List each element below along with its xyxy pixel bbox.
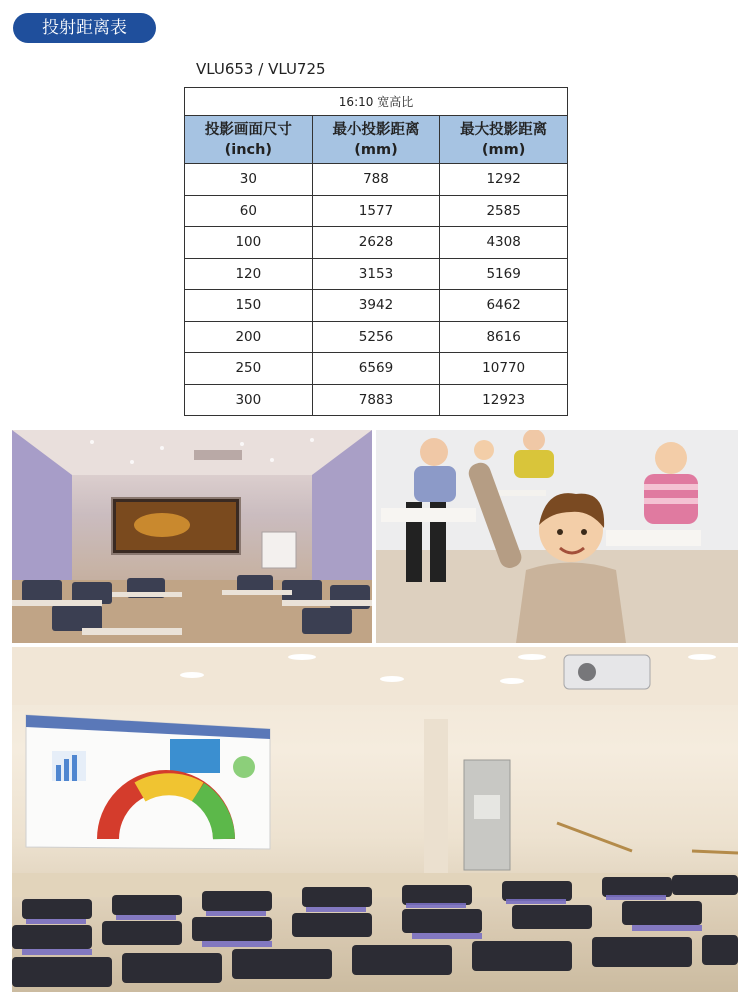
lecture-hall-photo [12, 647, 738, 992]
table-row [185, 258, 568, 290]
header-min-distance-unit: (mm) [354, 141, 398, 158]
cell-min: 788 [312, 164, 440, 196]
section-title-badge: 投射距离表 [13, 13, 156, 43]
table-header-row [185, 116, 568, 164]
header-screen-size-unit: (inch) [224, 141, 273, 158]
table-row [185, 290, 568, 322]
conference-room-photo [12, 430, 372, 643]
cell-min: 5256 [312, 321, 440, 353]
cell-size: 300 [185, 384, 313, 416]
header-max-distance-unit: (mm) [481, 141, 526, 158]
cell-max: 1292 [440, 164, 568, 196]
header-max-distance [440, 116, 568, 164]
header-min-distance-label: 最小投影距离 [332, 121, 420, 138]
ceiling-projector [564, 655, 650, 689]
cell-min: 1577 [312, 195, 440, 227]
cell-max: 2585 [440, 195, 568, 227]
cell-size: 120 [185, 258, 313, 290]
cell-max: 6462 [440, 290, 568, 322]
cell-size: 250 [185, 353, 313, 385]
aspect-ratio-row [185, 88, 568, 116]
table-row [185, 353, 568, 385]
lecture-hall-illustration [12, 647, 738, 992]
header-screen-size-label: 投影画面尺寸 [204, 121, 292, 138]
cell-max: 5169 [440, 258, 568, 290]
throw-distance-table [184, 87, 568, 416]
cell-max: 4308 [440, 227, 568, 259]
cell-max: 8616 [440, 321, 568, 353]
classroom-children-illustration [376, 430, 738, 643]
model-title: VLU653 / VLU725 [196, 60, 326, 78]
table-row [185, 164, 568, 196]
cell-size: 150 [185, 290, 313, 322]
header-max-distance-label: 最大投影距离 [460, 121, 548, 138]
cell-min: 7883 [312, 384, 440, 416]
cell-min: 6569 [312, 353, 440, 385]
table-row [185, 195, 568, 227]
header-screen-size [185, 116, 313, 164]
header-min-distance [312, 116, 440, 164]
cell-max: 10770 [440, 353, 568, 385]
conference-room-illustration [12, 430, 372, 643]
cell-size: 100 [185, 227, 313, 259]
children-raising-hands-photo [376, 430, 738, 643]
cell-min: 2628 [312, 227, 440, 259]
table-row [185, 384, 568, 416]
table-row [185, 321, 568, 353]
cell-size: 30 [185, 164, 313, 196]
cell-min: 3942 [312, 290, 440, 322]
cell-size: 200 [185, 321, 313, 353]
table-row [185, 227, 568, 259]
cell-max: 12923 [440, 384, 568, 416]
cell-min: 3153 [312, 258, 440, 290]
aspect-ratio-cell: 16:10 宽高比 [185, 88, 568, 116]
cell-size: 60 [185, 195, 313, 227]
